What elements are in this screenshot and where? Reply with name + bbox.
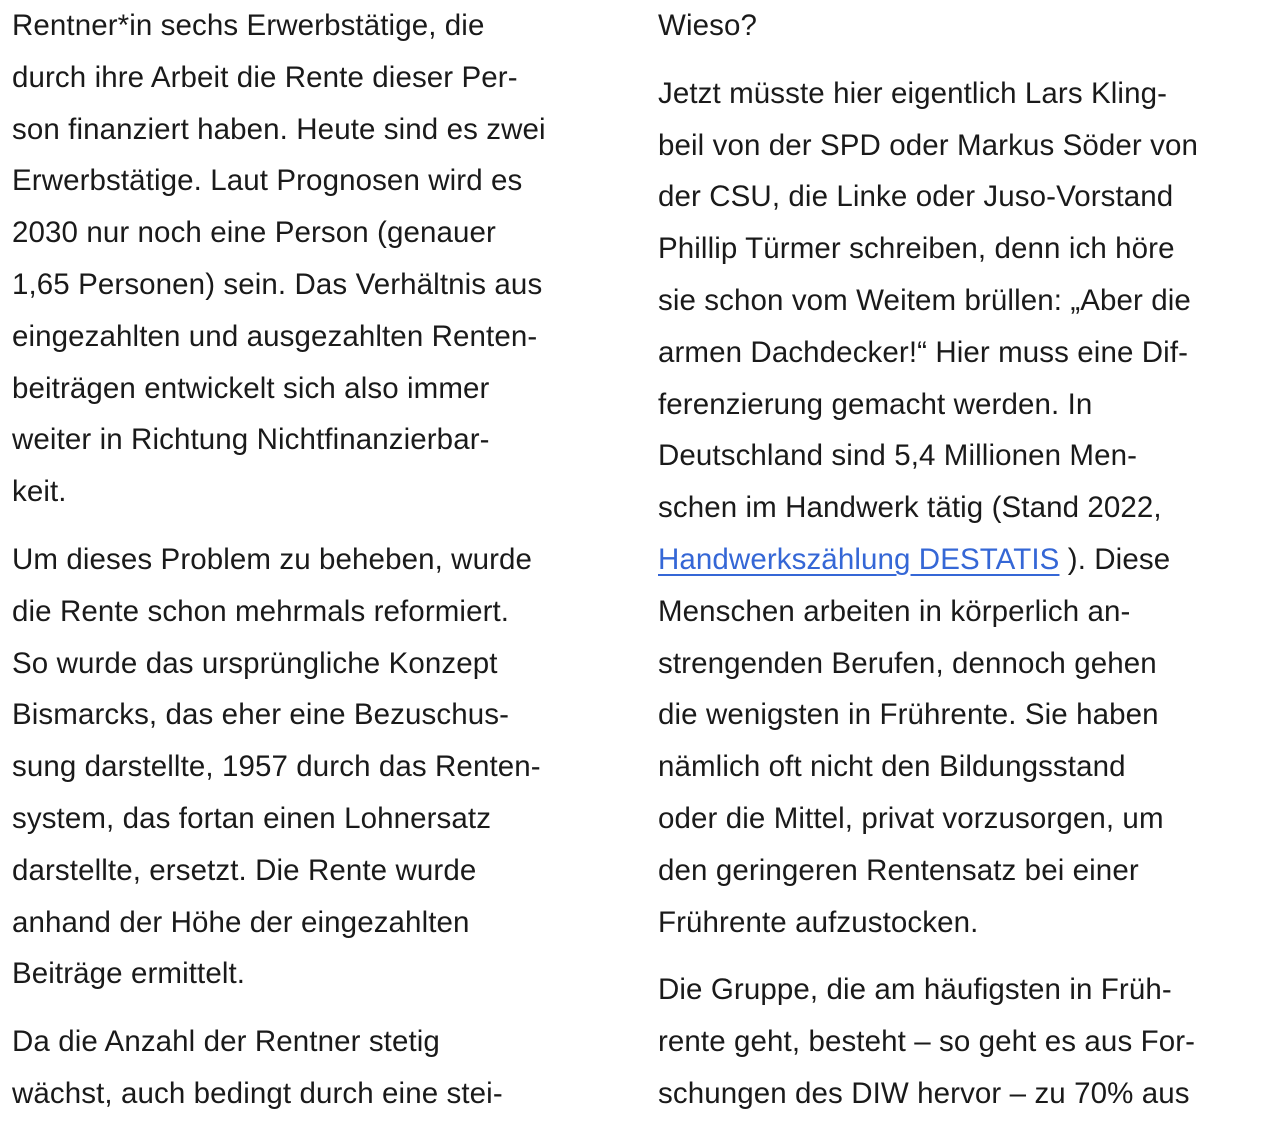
text-line: oder die Mittel, privat vorzusorgen, um bbox=[658, 801, 1164, 835]
text-line: die Rente schon mehrmals reformiert. bbox=[12, 594, 510, 628]
text-line: Bismarcks, das eher eine Bezuschus- bbox=[12, 698, 510, 732]
text-line: 2030 nur noch eine Person (genauer bbox=[12, 216, 496, 250]
text-line: sie schon vom Weitem brüllen: „Aber die bbox=[658, 283, 1191, 317]
text-line: ferenzierung gemacht werden. In bbox=[658, 387, 1093, 421]
text-line: Jetzt müsste hier eigentlich Lars Kling- bbox=[658, 76, 1167, 110]
text-line: Phillip Türmer schreiben, denn ich höre bbox=[658, 232, 1175, 266]
text-line: darstellte, ersetzt. Die Rente wurde bbox=[12, 853, 477, 887]
text-line: strengenden Berufen, dennoch gehen bbox=[658, 646, 1157, 680]
left-column bbox=[12, 0, 612, 1120]
paragraph-spacer bbox=[12, 518, 612, 534]
text-line: eingezahlten und ausgezahlten Renten- bbox=[12, 319, 538, 353]
paragraph-spacer bbox=[658, 52, 1258, 68]
link-suffix-text: ). Diese bbox=[1059, 542, 1171, 576]
destatis-link[interactable]: Handwerkszählung DESTATIS bbox=[658, 542, 1060, 576]
text-line: beil von der SPD oder Markus Söder von bbox=[658, 128, 1198, 162]
text-line: durch ihre Arbeit die Rente dieser Per- bbox=[12, 60, 518, 94]
text-line: wächst, auch bedingt durch eine stei- bbox=[12, 1076, 503, 1110]
text-line: Erwerbstätige. Laut Prognosen wird es bbox=[12, 164, 523, 198]
text-line: Rentner*in sechs Erwerbstätige, die bbox=[12, 9, 485, 42]
text-line: Wieso? bbox=[658, 9, 757, 42]
text-line: keit. bbox=[12, 475, 67, 509]
text-line: Beiträge ermittelt. bbox=[12, 957, 246, 991]
text-line: der CSU, die Linke oder Juso-Vorstand bbox=[658, 180, 1174, 214]
text-line: die wenigsten in Frührente. Sie haben bbox=[658, 698, 1159, 732]
paragraph-spacer bbox=[12, 1000, 612, 1016]
paragraph-spacer bbox=[658, 948, 1258, 964]
text-line: nämlich oft nicht den Bildungsstand bbox=[658, 750, 1126, 784]
paragraph-wieso bbox=[658, 0, 1258, 52]
paragraph-pension-reform bbox=[12, 534, 612, 1000]
text-line: 1,65 Personen) sein. Das Verhältnis aus bbox=[12, 267, 543, 301]
text-line: den geringeren Rentensatz bei einer bbox=[658, 853, 1139, 887]
text-line: system, das fortan einen Lohnersatz bbox=[12, 801, 492, 835]
text-line: son finanziert haben. Heute sind es zwei bbox=[12, 112, 546, 146]
text-line: anhand der Höhe der eingezahlten bbox=[12, 905, 470, 939]
text-line: schen im Handwerk tätig (Stand 2022, bbox=[658, 491, 1162, 525]
text-line: Um dieses Problem zu beheben, wurde bbox=[12, 542, 533, 576]
text-line: weiter in Richtung Nichtfinanzierbar- bbox=[12, 423, 490, 457]
text-line: Die Gruppe, die am häufigsten in Früh- bbox=[658, 973, 1172, 1007]
text-line: So wurde das ursprüngliche Konzept bbox=[12, 646, 498, 680]
text-line: schungen des DIW hervor – zu 70% aus bbox=[658, 1076, 1190, 1110]
paragraph-early-retirement-group bbox=[658, 964, 1258, 1119]
text-line-with-link bbox=[658, 534, 1258, 586]
paragraph-pension-ratio bbox=[12, 0, 612, 518]
text-line: Menschen arbeiten in körperlich an- bbox=[658, 594, 1131, 628]
paragraph-growing-retirees bbox=[12, 1016, 612, 1120]
text-line: Da die Anzahl der Rentner stetig bbox=[12, 1025, 440, 1059]
text-line: rente geht, besteht – so geht es aus For- bbox=[658, 1025, 1196, 1059]
text-line: sung darstellte, 1957 durch das Renten- bbox=[12, 750, 541, 784]
right-column bbox=[658, 0, 1258, 1120]
text-line: armen Dachdecker!“ Hier muss eine Dif- bbox=[658, 335, 1189, 369]
text-line: beiträgen entwickelt sich also immer bbox=[12, 371, 490, 405]
text-line: Frührente aufzustocken. bbox=[658, 905, 979, 939]
text-line: Deutschland sind 5,4 Millionen Men- bbox=[658, 439, 1138, 473]
paragraph-craftsmen bbox=[658, 68, 1258, 949]
